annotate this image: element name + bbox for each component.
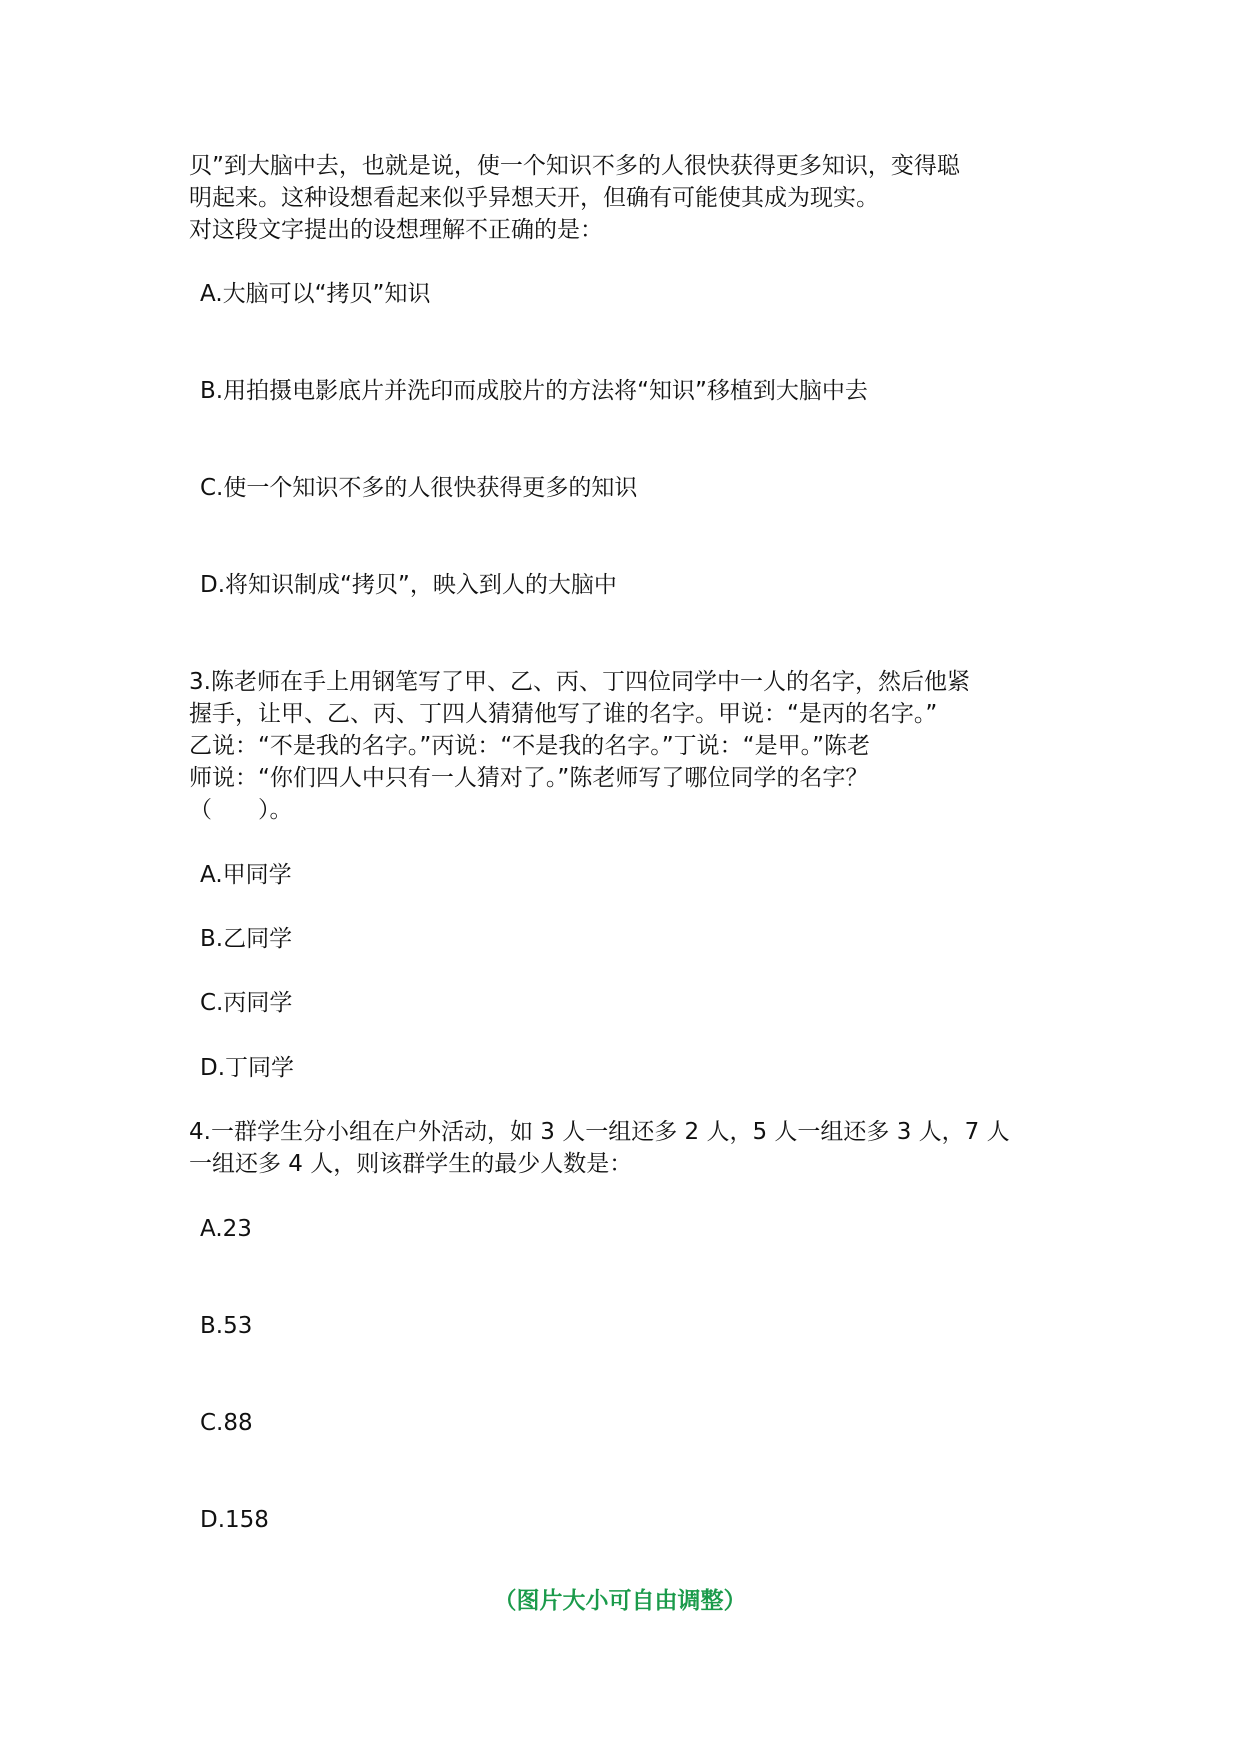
q3-stem-line-5: （ ）。 <box>189 797 293 823</box>
q4-stem-line-1: 4.一群学生分小组在户外活动，如 3 人一组还多 2 人，5 人一组还多 3 人，7 人 <box>189 1119 1010 1145</box>
q3-stem-line-4: 师说：“你们四人中只有一人猜对了。”陈老师写了哪位同学的名字？ <box>189 765 869 791</box>
q3-stem-line-2: 握手，让甲、乙、丙、丁四人猜猜他写了谁的名字。甲说：“是丙的名字。” <box>189 701 938 727</box>
q4-option-a: A.23 <box>200 1216 252 1242</box>
passage-line-1: 贝”到大脑中去，也就是说，使一个知识不多的人很快获得更多知识，变得聪 <box>189 153 960 179</box>
q2-stem: 对这段文字提出的设想理解不正确的是： <box>189 217 603 243</box>
q3-option-c: C.丙同学 <box>200 990 293 1016</box>
q4-stem-line-2: 一组还多 4 人，则该群学生的最少人数是： <box>189 1151 633 1177</box>
q2-option-d: D.将知识制成“拷贝”，映入到人的大脑中 <box>200 572 617 598</box>
q4-option-d: D.158 <box>200 1507 269 1533</box>
q3-option-a: A.甲同学 <box>200 862 292 888</box>
image-resize-caption: （图片大小可自由调整） <box>493 1588 747 1614</box>
q2-option-b: B.用拍摄电影底片并洗印而成胶片的方法将“知识”移植到大脑中去 <box>200 378 868 404</box>
q3-option-d: D.丁同学 <box>200 1055 295 1081</box>
q3-option-b: B.乙同学 <box>200 926 293 952</box>
q3-stem-line-1: 3.陈老师在手上用钢笔写了甲、乙、丙、丁四位同学中一人的名字，然后他紧 <box>189 669 970 695</box>
q2-option-c: C.使一个知识不多的人很快获得更多的知识 <box>200 475 638 501</box>
q4-option-b: B.53 <box>200 1313 253 1339</box>
q2-option-a: A.大脑可以“拷贝”知识 <box>200 281 431 307</box>
passage-line-2: 明起来。这种设想看起来似乎异想天开，但确有可能使其成为现实。 <box>189 185 879 211</box>
q3-stem-line-3: 乙说：“不是我的名字。”丙说：“不是我的名字。”丁说：“是甲。”陈老 <box>189 733 870 759</box>
q4-option-c: C.88 <box>200 1410 253 1436</box>
